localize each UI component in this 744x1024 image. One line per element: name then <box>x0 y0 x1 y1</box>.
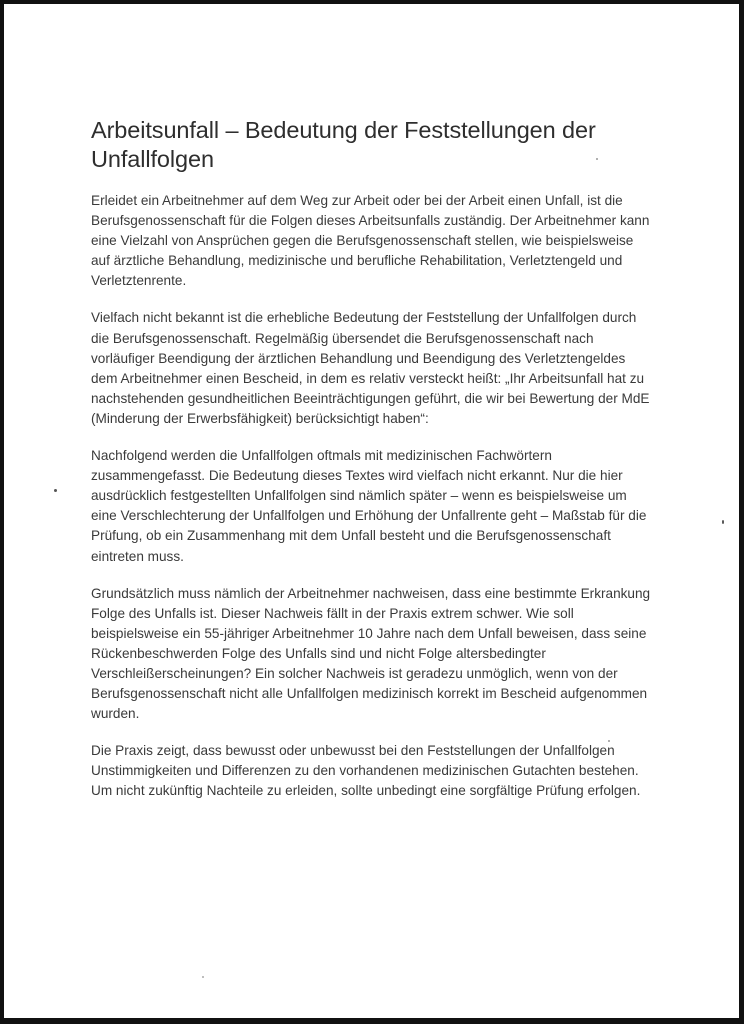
scan-speck <box>202 976 204 978</box>
paragraph-4: Grundsätzlich muss nämlich der Arbeitnehmer nachweisen, dass eine bestimmte Erkrankung Folge des Unfalls ist. Dieser Nachweis fällt in der Praxis extrem schwer. Wie soll beispielsweise ein 55-jähriger Arbeitnehmer 10 Jahre nach dem Unfall beweisen, dass seine Rückenbeschwerden Folge des Unfalls sind und nicht Folge altersbedingter Verschleißerscheinungen? Ein solcher Nachweis ist geradezu unmöglich, wenn von der Berufsgenossenschaft nicht alle Unfallfolgen medizinisch korrekt im Bescheid aufgenommen wurden. <box>91 585 651 722</box>
paragraph-3: Nachfolgend werden die Unfallfolgen oftmals mit medizinischen Fachwörtern zusammengefasst. Die Bedeutung dieses Textes wird vielfach nicht erkannt. Nur die hier ausdrücklich festgestellten Unfallfolgen sind nämlich später – wenn es beispielsweise um eine Verschlechterung der Unfallfolgen und Erhöhung der Unfallrente geht – Maßstab für die Prüfung, ob ein Zusammenhang mit dem Unfall besteht und die Berufsgenossenschaft eintreten muss. <box>91 448 647 564</box>
scan-speck <box>54 489 57 492</box>
document-body <box>91 116 651 819</box>
paragraph-2: Vielfach nicht bekannt ist die erhebliche Bedeutung der Feststellung der Unfallfolgen durch die Berufsgenossenschaft. Regelmäßig übersendet die Berufsgenossenschaft nach vorläufiger Beendigung der ärztlichen Behandlung und Beendigung des Verletztengeldes dem Arbeitnehmer einen Bescheid, in dem es relativ versteckt heißt: „Ihr Arbeitsunfall hat zu nachstehenden gesundheitlichen Beeinträchtigungen geführt, die wir bei Bewertung der MdE (Minderung der Erwerbsfähigkeit) berücksichtigt haben“: <box>91 310 650 426</box>
page-title: Arbeitsunfall – Bedeutung der Feststellungen der Unfallfolgen <box>91 117 596 172</box>
paragraph-1: Erleidet ein Arbeitnehmer auf dem Weg zur Arbeit oder bei der Arbeit einen Unfall, ist die Berufsgenossenschaft für die Folgen dieses Arbeitsunfalls zuständig. Der Arbeitnehmer kann eine Vielzahl von Ansprüchen gegen die Berufsgenossenschaft stellen, wie beispielsweise auf ärztliche Behandlung, medizinische und berufliche Rehabilitation, Verletztengeld und Verletztenrente. <box>91 193 650 289</box>
scan-speck <box>596 158 598 160</box>
scan-speck <box>608 740 610 742</box>
scan-speck <box>722 520 724 524</box>
paragraph-5: Die Praxis zeigt, dass bewusst oder unbewusst bei den Feststellungen der Unfallfolgen Unstimmigkeiten und Differenzen zu den vorhandenen medizinischen Gutachten bestehen. Um nicht zukünftig Nachteile zu erleiden, sollte unbedingt eine sorgfältige Prüfung erfolgen. <box>91 743 641 799</box>
